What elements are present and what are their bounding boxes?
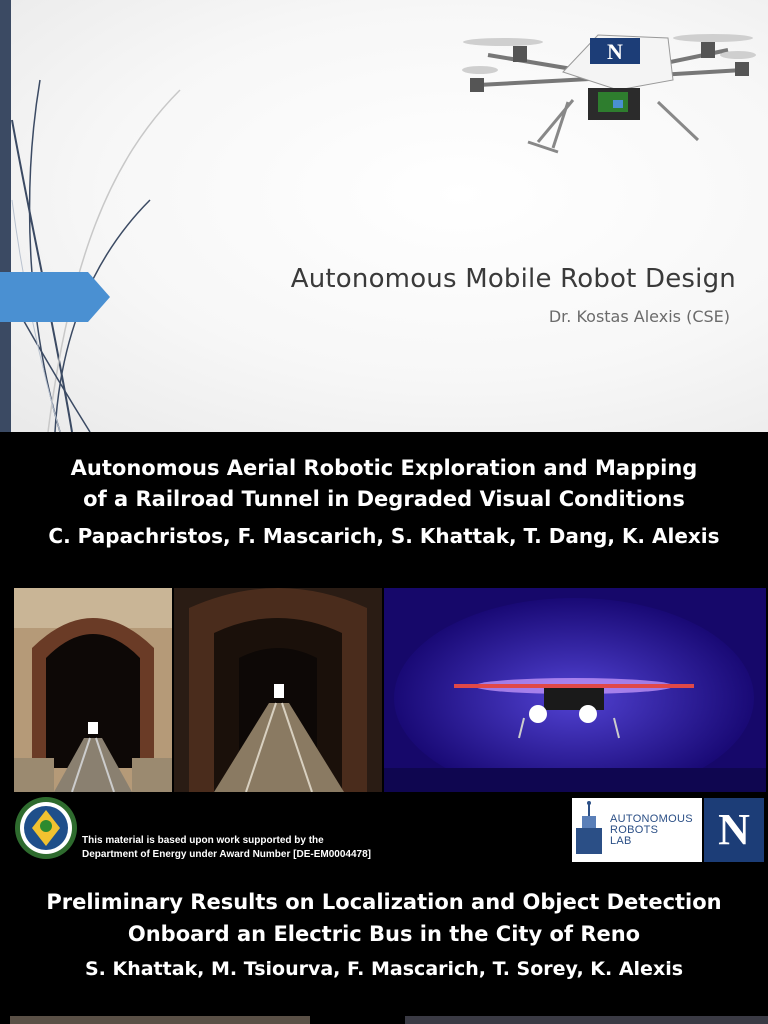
lab-logo-line2: ROBOTS [610, 824, 659, 836]
funding-line1: This material is based upon work supported by the [82, 835, 324, 846]
lab-logo-line3: LAB [610, 835, 632, 847]
video-frame [0, 432, 768, 1024]
tunnel-interior-photo [174, 588, 382, 792]
drone-in-tunnel-photo [384, 588, 766, 792]
tunnel-entrance-photo [14, 588, 172, 792]
paper2-title-line1: Preliminary Results on Localization and Object Detection [46, 890, 722, 914]
doe-seal-logo [14, 796, 78, 860]
robot-icon [572, 798, 608, 862]
tunnel-photos [14, 588, 766, 792]
funding-line2: Department of Energy under Award Number [DE-EM0004478] [82, 849, 371, 860]
paper1-title-line2: of a Railroad Tunnel in Degraded Visual Conditions [83, 487, 685, 511]
slide-title: Autonomous Mobile Robot Design [290, 264, 736, 294]
unr-n-logo [704, 798, 764, 862]
autonomous-robots-lab-logo [572, 798, 702, 862]
arrow-tab-shape [0, 272, 110, 322]
drone-illustration [458, 30, 760, 154]
title-slide [0, 0, 768, 432]
paper1-authors: C. Papachristos, F. Mascarich, S. Khattak, T. Dang, K. Alexis [48, 524, 720, 548]
paper1-title-line1: Autonomous Aerial Robotic Exploration and Mapping [70, 456, 698, 480]
slide-author: Dr. Kostas Alexis (CSE) [548, 307, 730, 326]
next-frame-strip [0, 1016, 768, 1024]
paper2-authors: S. Khattak, M. Tsiourva, F. Mascarich, T. Sorey, K. Alexis [84, 958, 684, 980]
decorative-swooshes [0, 0, 200, 432]
funding-statement [82, 834, 371, 862]
lab-logo-line1: AUTONOMOUS [610, 813, 693, 825]
paper2-title-line2: Onboard an Electric Bus in the City of Reno [127, 922, 641, 946]
unr-n-letter: N [718, 805, 750, 854]
drone-n-logo: N [607, 39, 623, 64]
